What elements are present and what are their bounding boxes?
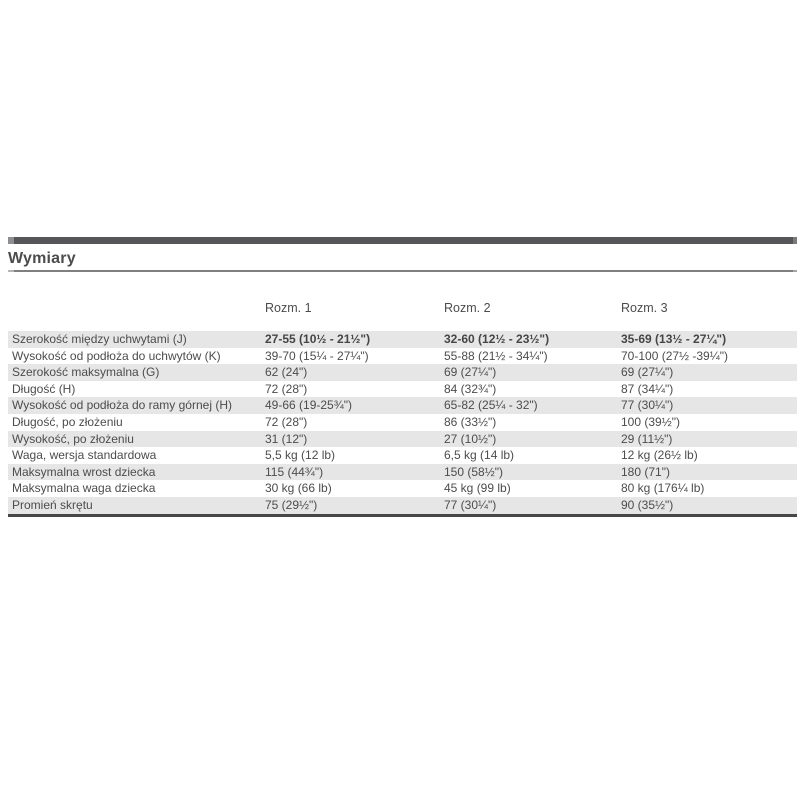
table-row <box>8 364 797 381</box>
section-accent-bar <box>8 237 797 244</box>
table-row <box>8 331 797 348</box>
cell-size-3: 80 kg (176¼ lb) <box>621 481 705 496</box>
table-row <box>8 480 797 497</box>
row-label: Maksymalna wrost dziecka <box>12 464 156 479</box>
cell-size-3: 77 (30¼") <box>621 398 674 413</box>
column-header-size-3: Rozm. 3 <box>621 301 668 315</box>
cell-size-3: 70-100 (27½ -39¼") <box>621 348 728 363</box>
row-label: Wysokość od podłoża do ramy górnej (H) <box>12 398 232 413</box>
table-column-headers <box>8 301 797 315</box>
cell-size-1: 27-55 (10½ - 21½") <box>265 332 371 346</box>
row-label: Długość, po złożeniu <box>12 414 123 429</box>
section-rule-divider <box>8 270 797 272</box>
cell-size-2: 77 (30¼") <box>444 497 497 512</box>
row-label: Szerokość maksymalna (G) <box>12 365 160 380</box>
row-label: Długość (H) <box>12 381 76 396</box>
cell-size-1: 75 (29½") <box>265 497 318 512</box>
table-row <box>8 464 797 481</box>
cell-size-2: 86 (33½") <box>444 414 497 429</box>
cell-size-2: 69 (27¼") <box>444 365 497 380</box>
table-row <box>8 497 797 514</box>
cell-size-2: 32-60 (12½ - 23½") <box>444 332 550 346</box>
table-row <box>8 414 797 431</box>
row-label: Wysokość, po złożeniu <box>12 431 134 446</box>
table-row <box>8 447 797 464</box>
cell-size-3: 100 (39½") <box>621 414 680 429</box>
row-label: Maksymalna waga dziecka <box>12 481 156 496</box>
cell-size-3: 69 (27¼") <box>621 365 674 380</box>
cell-size-2: 45 kg (99 lb) <box>444 481 511 496</box>
table-row <box>8 381 797 398</box>
cell-size-1: 30 kg (66 lb) <box>265 481 332 496</box>
cell-size-2: 150 (58½") <box>444 464 503 479</box>
dimensions-section <box>8 237 797 517</box>
cell-size-3: 180 (71") <box>621 464 670 479</box>
cell-size-1: 62 (24") <box>265 365 308 380</box>
cell-size-2: 65-82 (25¼ - 32") <box>444 398 538 413</box>
cell-size-2: 55-88 (21½ - 34¼") <box>444 348 548 363</box>
cell-size-3: 29 (11½") <box>621 431 673 446</box>
cell-size-2: 6,5 kg (14 lb) <box>444 448 515 463</box>
cell-size-1: 72 (28") <box>265 381 308 396</box>
row-label: Promień skrętu <box>12 497 93 512</box>
table-row <box>8 431 797 448</box>
cell-size-1: 39-70 (15¼ - 27¼") <box>265 348 369 363</box>
dimensions-table <box>8 331 797 517</box>
cell-size-1: 115 (44¾") <box>265 464 324 479</box>
table-row <box>8 348 797 365</box>
cell-size-1: 49-66 (19-25¾") <box>265 398 352 413</box>
cell-size-1: 72 (28") <box>265 414 308 429</box>
row-label: Waga, wersja standardowa <box>12 448 157 463</box>
cell-size-1: 5,5 kg (12 lb) <box>265 448 336 463</box>
table-row <box>8 397 797 414</box>
cell-size-3: 12 kg (26½ lb) <box>621 448 698 463</box>
cell-size-3: 87 (34¼") <box>621 381 674 396</box>
column-header-size-1: Rozm. 1 <box>265 301 312 315</box>
cell-size-2: 27 (10½") <box>444 431 497 446</box>
cell-size-3: 90 (35½") <box>621 497 674 512</box>
row-label: Wysokość od podłoża do uchwytów (K) <box>12 348 221 363</box>
section-title: Wymiary <box>8 250 76 267</box>
row-label: Szerokość między uchwytami (J) <box>12 332 187 346</box>
cell-size-2: 84 (32¾") <box>444 381 497 396</box>
cell-size-3: 35-69 (13½ - 27¼") <box>621 332 727 346</box>
column-header-size-2: Rozm. 2 <box>444 301 491 315</box>
cell-size-1: 31 (12") <box>265 431 308 446</box>
